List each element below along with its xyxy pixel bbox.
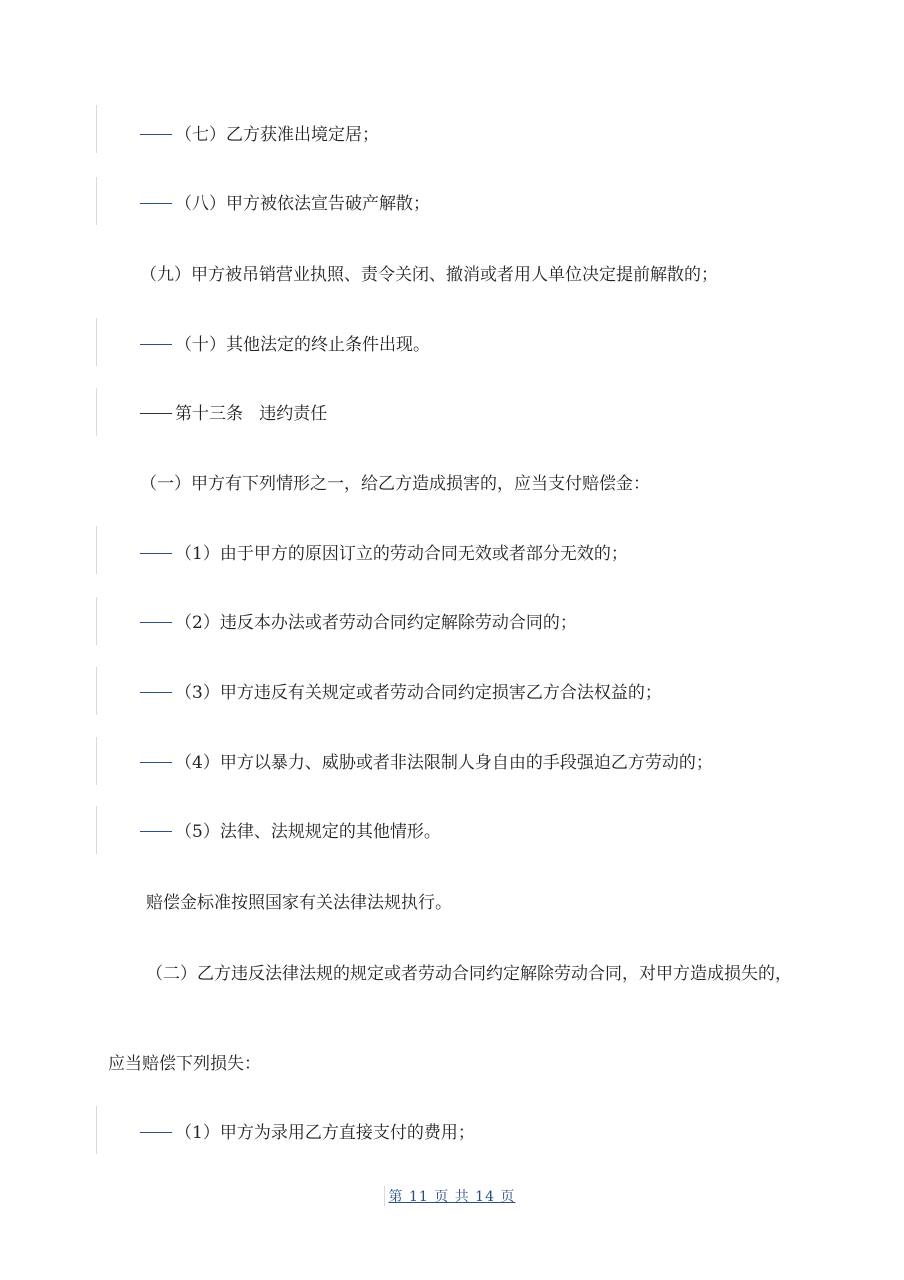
dash-marker: [140, 692, 172, 693]
dash-marker: [140, 413, 172, 414]
page-footer: [0, 1186, 904, 1208]
sub-item-5: [0, 820, 904, 844]
page-number-link[interactable]: 第 11 页 共 14 页: [388, 1189, 516, 1205]
sub-item-text: （1）由于甲方的原因订立的劳动合同无效或者部分无效的；: [175, 544, 628, 564]
dash-marker: [140, 622, 172, 623]
section-intro-1: [0, 472, 904, 496]
dash-marker: [140, 203, 172, 204]
section-text: （一）甲方有下列情形之一，给乙方造成损害的，应当支付赔偿金：: [140, 474, 650, 494]
sub-item-text: （3）甲方违反有关规定或者劳动合同约定损害乙方合法权益的；: [175, 683, 662, 703]
clause-text: （七）乙方获准出境定居；: [175, 125, 379, 145]
section-intro-2-continued: [0, 1052, 904, 1076]
clause-text: （十）其他法定的终止条件出现。: [175, 335, 430, 355]
clause-item-10: [0, 333, 904, 357]
section-text: 应当赔偿下列损失：: [108, 1054, 261, 1074]
clause-text: （九）甲方被吊销营业执照、责令关闭、撤消或者用人单位决定提前解散的；: [140, 265, 718, 285]
clause-item-8: [0, 192, 904, 216]
clause-item-9: [0, 263, 904, 287]
sub-item-text: （5）法律、法规规定的其他情形。: [175, 822, 441, 842]
section-intro-2: [0, 962, 904, 986]
sub-item-text: （2）违反本办法或者劳动合同约定解除劳动合同的；: [175, 613, 577, 633]
sub-item-text: （1）甲方为录用乙方直接支付的费用；: [175, 1123, 475, 1143]
loss-item-1: [0, 1121, 904, 1145]
article-title: 第十三条 违约责任: [175, 404, 328, 424]
dash-marker: [140, 134, 172, 135]
clause-text: （八）甲方被依法宣告破产解散；: [175, 194, 430, 214]
sub-item-1: [0, 542, 904, 566]
sub-item-2: [0, 611, 904, 635]
dash-marker: [140, 831, 172, 832]
article-heading: [0, 402, 904, 426]
section-text: （二）乙方违反法律法规的规定或者劳动合同约定解除劳动合同，对甲方造成损失的，: [146, 964, 792, 984]
dash-marker: [140, 762, 172, 763]
paragraph-text: 赔偿金标准按照国家有关法律法规执行。: [146, 893, 452, 913]
dash-marker: [140, 1132, 172, 1133]
clause-item-7: [0, 123, 904, 147]
sub-item-3: [0, 681, 904, 705]
compensation-standard: [0, 891, 904, 915]
sub-item-text: （4）甲方以暴力、威胁或者非法限制人身自由的手段强迫乙方劳动的；: [175, 753, 713, 773]
dash-marker: [140, 344, 172, 345]
dash-marker: [140, 553, 172, 554]
sub-item-4: [0, 751, 904, 775]
